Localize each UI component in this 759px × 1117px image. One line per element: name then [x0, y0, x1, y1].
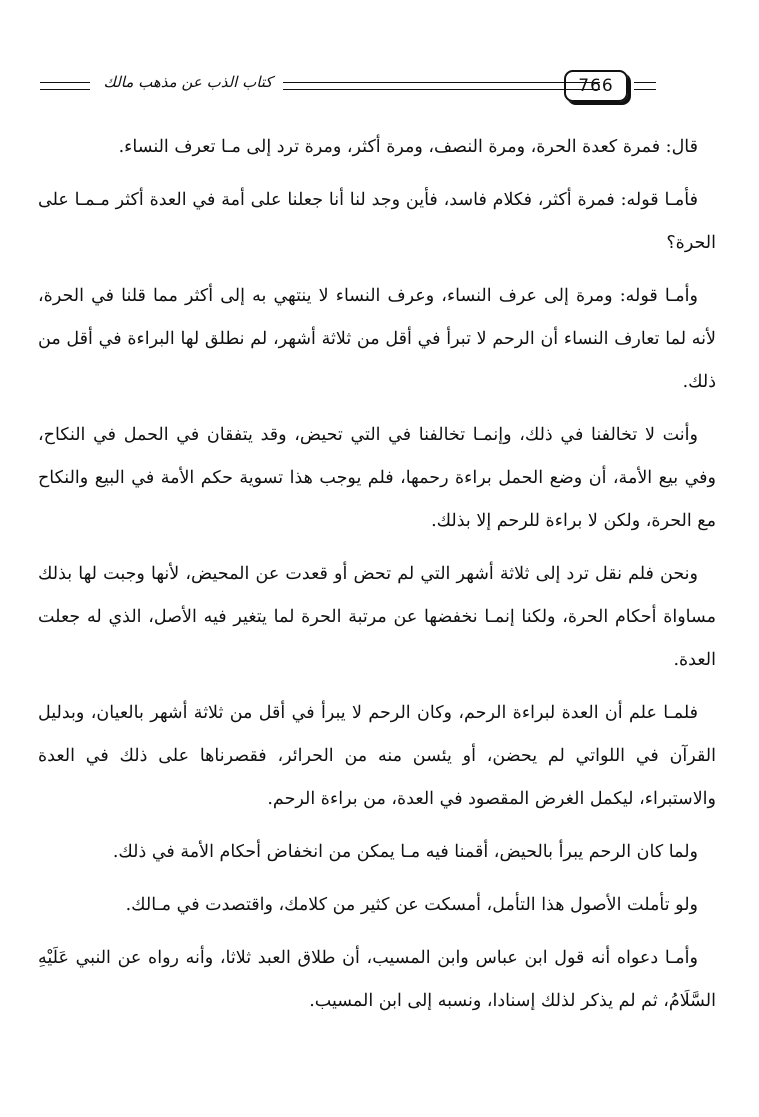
paragraph-5: ونحن فلم نقل ترد إلى ثلاثة أشهر التي لم تحض أو قعدت عن المحيض، لأنها وجبت لها بذلك مساواة أحكام الحرة، ولكنا إنمـا نخفضها عن مرتبة الحرة لما يتغير فيه الأصل، الذي له جعلت العدة. — [38, 564, 716, 670]
paragraph-3: وأمـا قوله: ومرة إلى عرف النساء، وعرف النساء لا ينتهي به إلى أكثر مما قلنا في الحرة، لأنه لما تعارف النساء أن الرحم لا تبرأ في أقل من ثلاثة أشهر، لم نطلق لها البراءة في أقل من ذلك. — [38, 286, 716, 392]
paragraph-2: فأمـا قوله: فمرة أكثر، فكلام فاسد، فأين وجد لنا أنا جعلنا على أمة في العدة أكثر مـمـا على الحرة؟ — [38, 190, 716, 253]
page-body — [38, 126, 716, 1033]
paragraph-7: ولما كان الرحم يبرأ بالحيض، أقمنا فيه مـا يمكن من انخفاض أحكام الأمة في ذلك. — [112, 842, 698, 862]
header-rule-left — [40, 82, 90, 90]
page-number: 766 — [564, 70, 628, 102]
paragraph-9: وأمـا دعواه أنه قول ابن عباس وابن المسيب، أن طلاق العبد ثلاثا، وأنه رواه عن النبي عَلَيْهِ السَّلَامُ، ثم لم يذكر لذلك إسنادا، ونسبه إلى ابن المسيب. — [38, 948, 716, 1011]
paragraph-4: وأنت لا تخالفنا في ذلك، وإنمـا تخالفنا في التي تحيض، وقد يتفقان في الحمل في النكاح، وفي بيع الأمة، أن وضع الحمل براءة رحمها، فلم يوجب هذا تسوية حكم الأمة في البيع والنكاح مع الحرة، ولكن لا براءة للرحم إلا بذلك. — [38, 425, 716, 531]
paragraph-1: قال: فمرة كعدة الحرة، ومرة النصف، ومرة أكثر، ومرة ترد إلى مـا تعرف النساء. — [118, 137, 698, 157]
running-title: كتاب الذب عن مذهب مالك — [103, 73, 273, 91]
header-rule-right — [634, 82, 656, 90]
page-header — [40, 70, 713, 104]
paragraph-8: ولو تأملت الأصول هذا التأمل، أمسكت عن كثير من كلامك، واقتصدت في مـالك. — [125, 895, 698, 915]
paragraph-6: فلمـا علم أن العدة لبراءة الرحم، وكان الرحم لا يبرأ في أقل من ثلاثة أشهر بالعيان، وبدليل القرآن في اللواتي لم يحضن، أو يئسن منه من الحرائر، فقصرناها على ذلك في العدة والاستبراء، ليكمل الغرض المقصود في العدة، من براءة الرحم. — [38, 703, 716, 809]
header-rule-middle — [283, 82, 600, 90]
